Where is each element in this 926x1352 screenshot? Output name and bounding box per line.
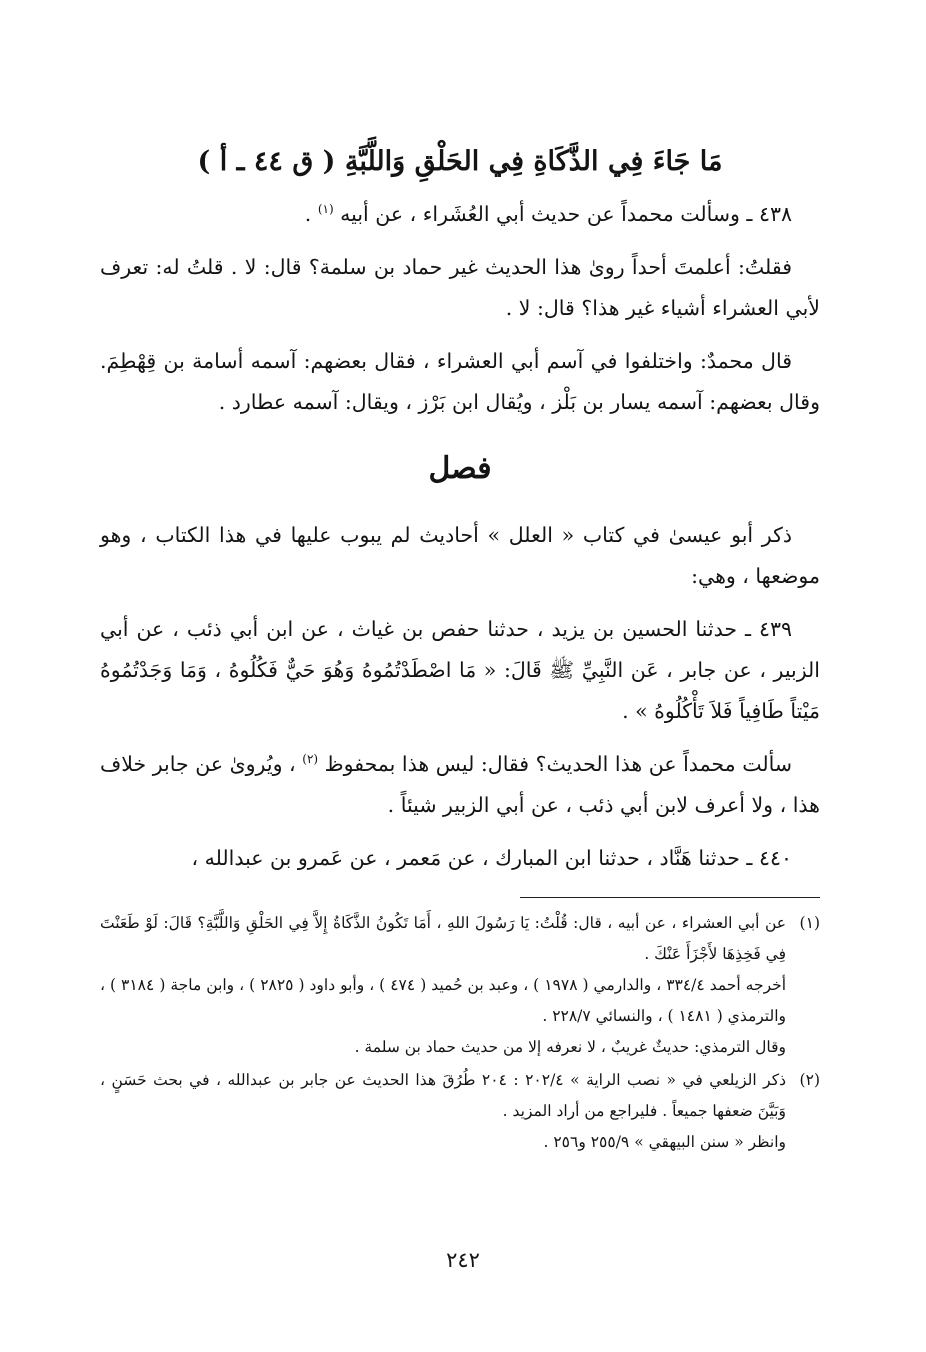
chapter-title: مَا جَاءَ فِي الذَّكَاةِ فِي الحَلْقِ وَاللَّبَّةِ ( ق ٤٤ ـ أ ): [197, 146, 723, 177]
paragraph-intro: ذكر أبو عيسىٰ في كتاب « العلل » أحاديث لم يبوب عليها في هذا الكتاب ، وهو موضعها ، وهي:: [100, 523, 820, 588]
section-title: فصل: [428, 451, 492, 486]
footnote-marker-1: (١): [317, 202, 334, 217]
footnote-2: [100, 1065, 820, 1158]
footnotes: [100, 908, 820, 1158]
paragraph-asked: [100, 744, 820, 826]
footnote-number: (١): [799, 914, 820, 932]
footnote-line: وقال الترمذي: حديثٌ غريبٌ ، لا نعرفه إلا من حديث حماد بن سلمة .: [354, 1038, 786, 1056]
page-number: ٢٤٢: [446, 1248, 480, 1272]
hadith-440: ٤٤٠ ـ حدثنا هَنَّاد ، حدثنا ابن المبارك ، عن مَعمر ، عن عَمرو بن عبدالله ،: [191, 846, 792, 870]
hadith-439: ٤٣٩ ـ حدثنا الحسين بن يزيد ، حدثنا حفص بن غياث ، عن ابن أبي ذئب ، عن أبي الزبير ، عن جابر ، عَن النَّبِيِّ ﷺ قَالَ: « مَا اصْطَدْتُمُوهُ وَهُوَ حَيٌّ فَكُلُوهُ ، وَمَا وَجَدْتُمُوهُ مَيْتاً طَافِياً فَلاَ تَأْكُلُوهُ » .: [100, 617, 820, 723]
footnote-number: (٢): [799, 1071, 820, 1089]
footnote-line: ذكر الزيلعي في « نصب الراية » ٢٠٢/٤ : ٢٠٤ طُرُقَ هذا الحديث عن جابر بن عبدالله ، في بحث حَسَنٍ ، وَبَيَّنَ ضعفها جميعاً . فليراجع من أراد المزيد .: [100, 1071, 787, 1120]
hadith-438-end: .: [304, 202, 318, 226]
footnote-divider: [520, 897, 820, 898]
paragraph-asked-rest: ، ويُروىٰ عن جابر خلاف هذا ، ولا أعرف لابن أبي ذئب ، عن أبي الزبير شيئاً .: [100, 752, 820, 817]
hadith-438: [100, 194, 820, 235]
hadith-438-text: ٤٣٨ ـ وسألت محمداً عن حديث أبي العُشَراء ، عن أبيه: [340, 202, 792, 226]
footnote-1: [100, 908, 820, 1063]
footnote-marker-2: (٢): [302, 752, 319, 767]
paragraph-asked-text: سألت محمداً عن هذا الحديث؟ فقال: ليس هذا بمحفوظ: [324, 752, 792, 776]
paragraph-question: فقلتُ: أعلمتَ أحداً روىٰ هذا الحديث غير حماد بن سلمة؟ قال: لا . قلتُ له: تعرف لأبي العشراء أشياء غير هذا؟ قال: لا .: [100, 255, 820, 320]
footnote-line: وانظر « سنن البيهقي » ٢٥٥/٩ و٢٥٦ .: [543, 1133, 786, 1151]
footnote-line: أخرجه أحمد ٣٣٤/٤ ، والدارمي ( ١٩٧٨ ) ، وعبد بن حُميد ( ٤٧٤ ) ، وأبو داود ( ٢٨٢٥ ) ، وابن ماجة ( ٣١٨٤ ) ، والترمذي ( ١٤٨١ ) ، والنسائي ٢٢٨/٧ .: [100, 976, 787, 1025]
footnote-line: عن أبي العشراء ، عن أبيه ، قال: قُلْتُ: يَا رَسُولَ اللهِ ، أَمَا تَكُونُ الذَّكَاةُ إِلاَّ فِي الحَلْقِ وَاللَّبَّةِ؟ قَالَ: لَوْ طَعَنْتَ فِي فَخِذِهَا لأَجْزَأَ عَنْكَ .: [100, 914, 786, 963]
paragraph-names: قال محمدٌ: واختلفوا في آسم أبي العشراء ، فقال بعضهم: آسمه أسامة بن قِهْطِمَ. وقال بعضهم: آسمه يسار بن بَلْز ، ويُقال ابن بَرْز ، ويقال: آسمه عطارد .: [100, 349, 820, 414]
book-page: [100, 140, 820, 1160]
